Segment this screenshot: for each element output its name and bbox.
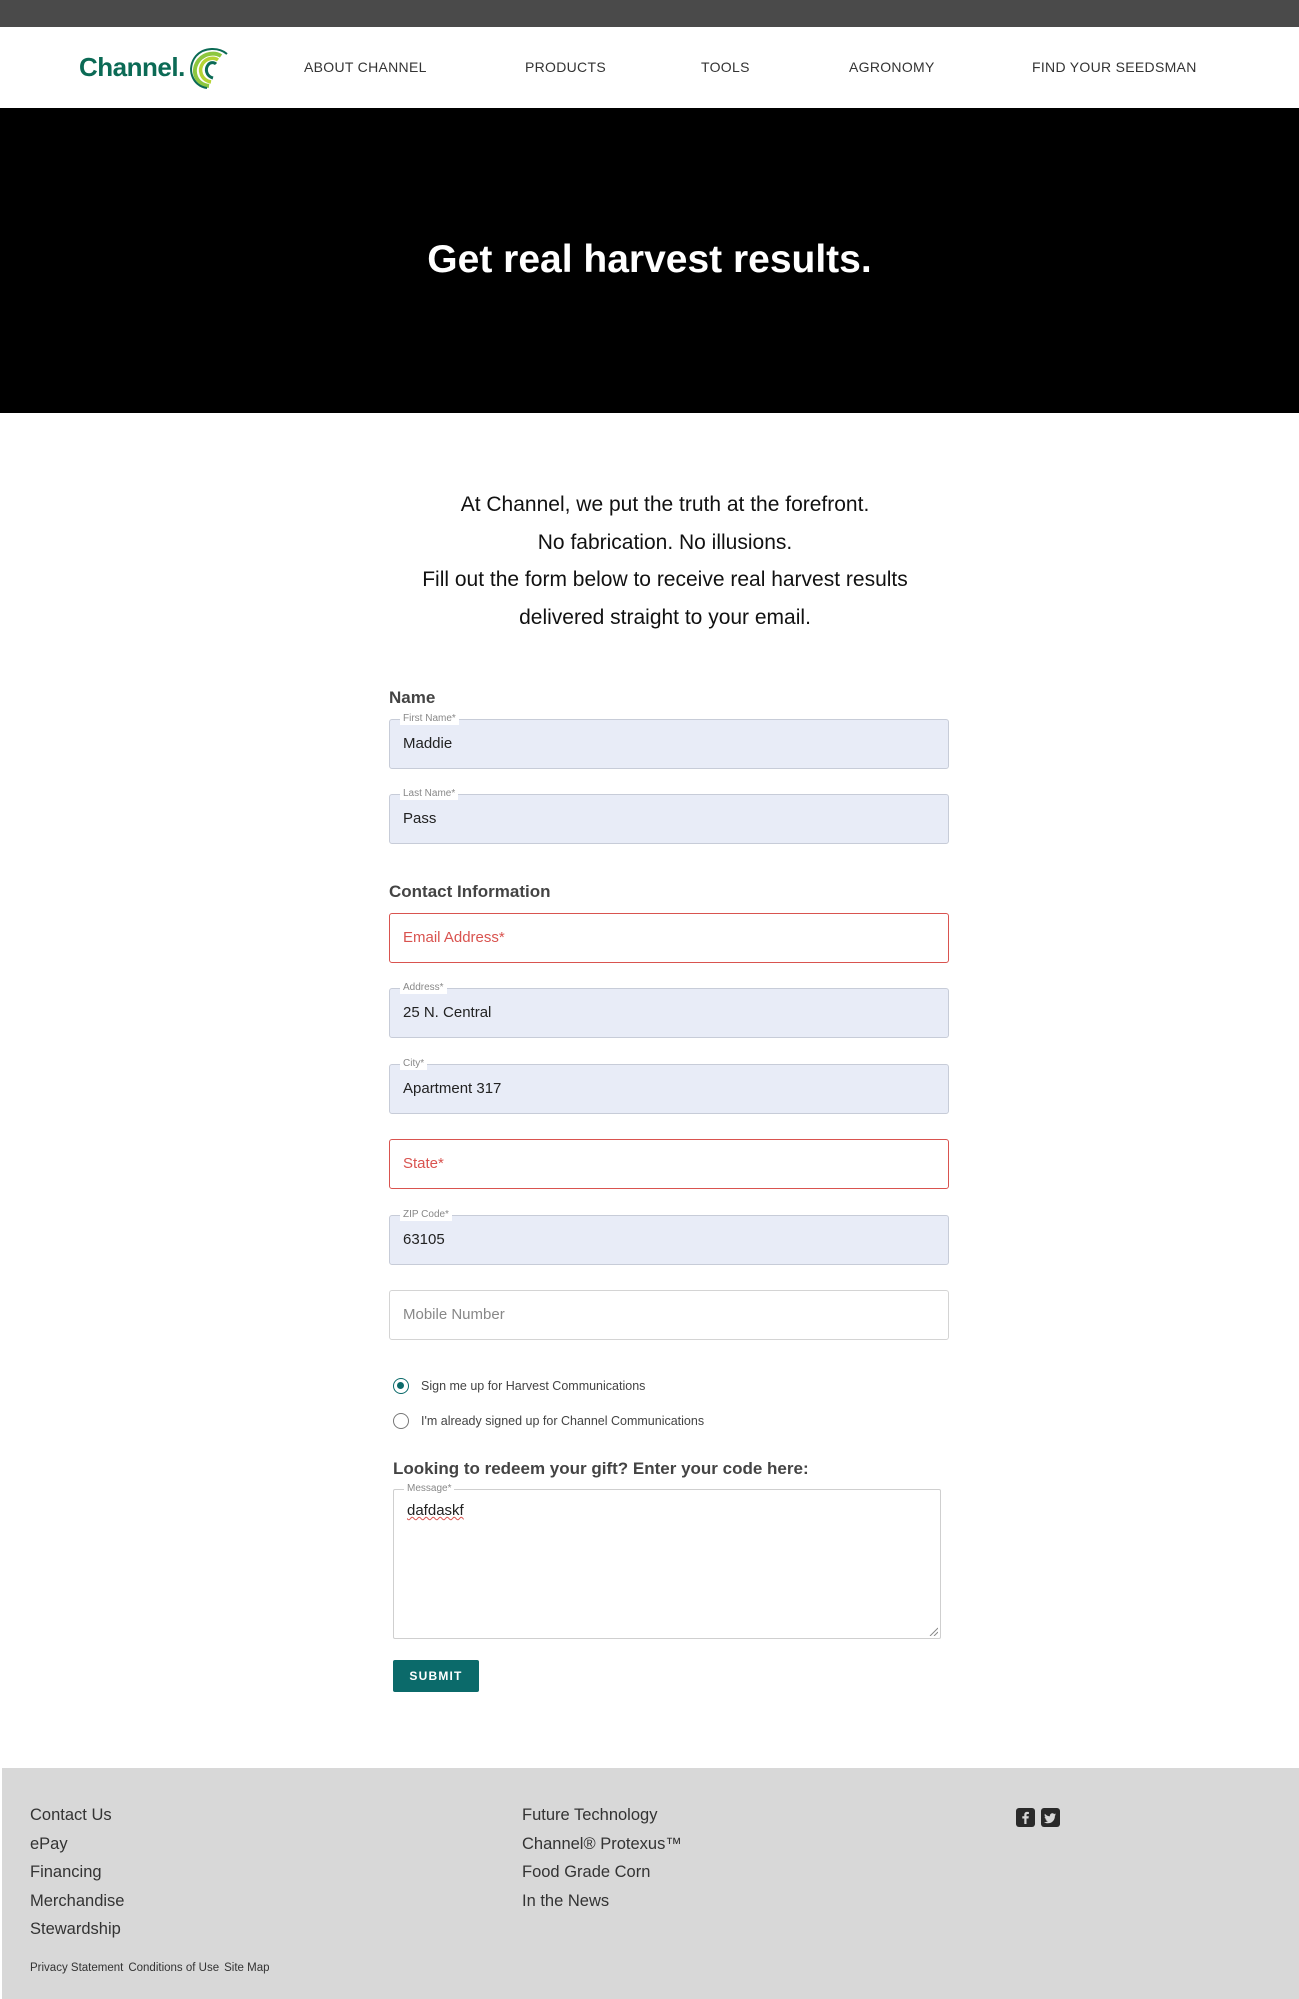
mobile-number-field[interactable] [389,1290,949,1340]
footer-link-merchandise[interactable]: Merchandise [30,1891,125,1910]
conditions-of-use-link[interactable]: Conditions of Use [128,1962,220,1974]
twitter-icon[interactable] [1041,1808,1060,1827]
footer-link-in-the-news[interactable]: In the News [522,1891,610,1910]
last-name-value: Pass [403,810,437,827]
radio-harvest-communications[interactable] [393,1378,645,1394]
logo-swirl-icon [187,44,231,90]
logo-wordmark: Channel. [79,51,185,82]
city-legend: City* [400,1058,427,1070]
address-legend: Address* [400,982,447,994]
footer-link-future-technology[interactable]: Future Technology [522,1806,658,1824]
channel-logo[interactable] [79,44,231,90]
radio-label: Sign me up for Harvest Communications [421,1379,646,1393]
intro-line: Fill out the form below to receive real harvest results [422,568,908,591]
radio-already-signed-up[interactable] [393,1413,704,1429]
zip-code-legend: ZIP Code* [400,1209,452,1221]
footer-legal-links [30,1962,270,1974]
footer-link-stewardship[interactable]: Stewardship [30,1920,121,1938]
first-name-field[interactable] [389,713,949,769]
state-field[interactable] [389,1139,949,1189]
name-section-label: Name [389,688,436,707]
city-field[interactable] [389,1058,949,1114]
footer-link-food-grade-corn[interactable]: Food Grade Corn [522,1863,651,1881]
city-value: Apartment 317 [403,1080,502,1097]
radio-selected-icon[interactable] [393,1378,409,1394]
nav-about-channel[interactable]: ABOUT CHANNEL [304,59,427,75]
radio-unselected-icon[interactable] [393,1413,409,1429]
site-map-link[interactable]: Site Map [224,1962,270,1974]
intro-line: delivered straight to your email. [519,605,811,629]
last-name-field[interactable] [389,788,949,844]
intro-line: No fabrication. No illusions. [537,530,793,554]
hero-banner [0,108,1299,413]
intro-text [300,486,1030,636]
radio-label: I'm already signed up for Channel Communications [421,1414,705,1428]
resize-handle-icon[interactable] [928,1626,938,1636]
footer-column-2 [522,1806,682,1911]
site-footer [2,1768,1299,1999]
footer-link-protexus[interactable]: Channel® Protexus™ [522,1834,682,1853]
address-value: 25 N. Central [403,1004,492,1021]
zip-code-value: 63105 [403,1231,445,1248]
nav-products[interactable]: PRODUCTS [525,59,606,75]
privacy-statement-link[interactable]: Privacy Statement [30,1962,124,1974]
facebook-icon[interactable] [1016,1808,1035,1827]
footer-link-contact-us[interactable]: Contact Us [30,1806,112,1824]
first-name-legend: First Name* [400,713,459,725]
state-placeholder: State* [403,1155,444,1172]
contact-section-label: Contact Information [389,882,551,901]
zip-code-field[interactable] [389,1209,949,1265]
email-field[interactable] [389,913,949,963]
social-links [1016,1808,1060,1827]
footer-column-1 [30,1806,124,1940]
footer-link-epay[interactable]: ePay [30,1834,68,1853]
gift-code-label: Looking to redeem your gift? Enter your code here: [393,1459,809,1478]
nav-tools[interactable]: TOOLS [701,59,750,75]
top-bar [0,0,1299,27]
message-textarea[interactable] [393,1483,941,1639]
nav-find-your-seedsman[interactable]: FIND YOUR SEEDSMAN [1032,59,1197,75]
nav-agronomy[interactable]: AGRONOMY [849,59,935,75]
main-navigation [0,27,1299,108]
intro-line: At Channel, we put the truth at the forefront. [460,493,870,516]
email-placeholder: Email Address* [403,929,505,946]
hero-title: Get real harvest results. [427,238,872,281]
mobile-number-placeholder: Mobile Number [403,1306,505,1323]
message-value: dafdaskf [407,1502,464,1519]
submit-button[interactable]: SUBMIT [393,1660,479,1692]
footer-link-financing[interactable]: Financing [30,1863,102,1881]
message-legend: Message* [404,1483,454,1495]
address-field[interactable] [389,982,949,1038]
last-name-legend: Last Name* [400,788,458,800]
first-name-value: Maddie [403,735,453,752]
